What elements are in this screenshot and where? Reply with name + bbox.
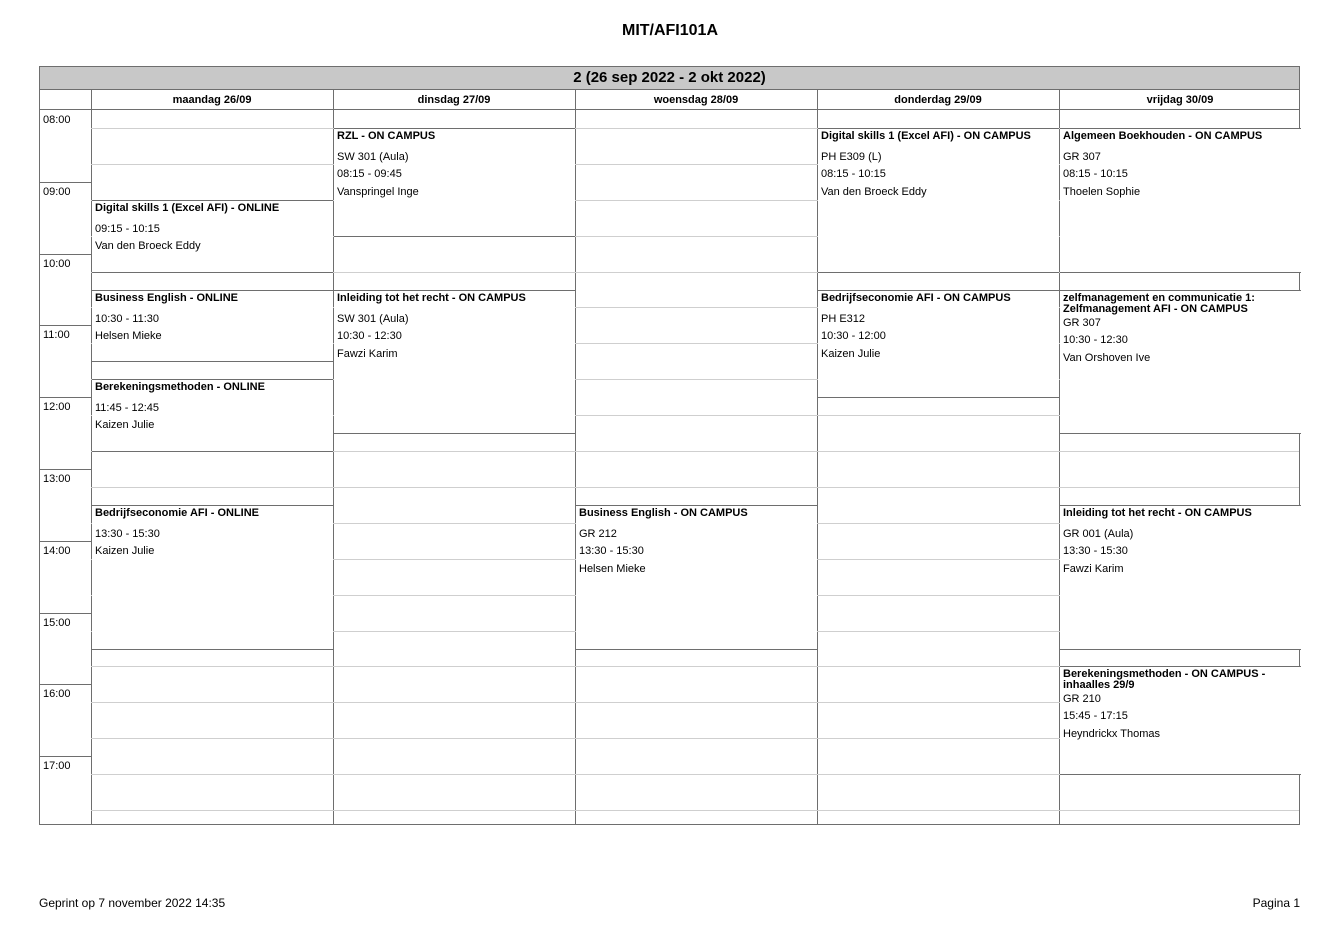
course-event[interactable]	[1060, 290, 1301, 434]
event-detail: Helsen Mieke	[579, 563, 646, 575]
event-detail: Kaizen Julie	[95, 419, 155, 431]
event-detail: 10:30 - 12:30	[337, 330, 402, 342]
event-detail: Heyndrickx Thomas	[1063, 728, 1160, 740]
hour-divider	[40, 182, 91, 183]
time-label: 09:00	[43, 186, 71, 198]
event-detail: SW 301 (Aula)	[337, 151, 409, 163]
page-title: MIT/AFI101A	[621, 22, 718, 39]
event-detail: 08:15 - 10:15	[821, 168, 886, 180]
event-detail: 10:30 - 12:00	[821, 330, 886, 342]
day-header: vrijdag 30/09	[1146, 94, 1214, 106]
event-detail: Thoelen Sophie	[1063, 186, 1141, 198]
time-label: 08:00	[43, 114, 71, 126]
event-detail: PH E312	[821, 313, 866, 325]
course-event[interactable]	[818, 290, 1059, 398]
event-detail: Helsen Mieke	[95, 330, 162, 342]
time-label: 12:00	[43, 401, 71, 413]
event-detail: GR 212	[579, 528, 617, 540]
event-title: Digital skills 1 (Excel AFI) - ON CAMPUS	[821, 130, 1031, 142]
event-detail: 08:15 - 10:15	[1063, 168, 1128, 180]
schedule-grid	[39, 66, 1300, 825]
page-number: Pagina 1	[1252, 896, 1300, 910]
event-detail: GR 001 (Aula)	[1063, 528, 1134, 540]
course-event[interactable]	[1060, 666, 1301, 775]
course-event[interactable]	[334, 128, 575, 237]
event-detail: Van den Broeck Eddy	[821, 186, 927, 198]
hour-divider	[40, 541, 91, 542]
event-detail: PH E309 (L)	[821, 151, 882, 163]
event-detail: 08:15 - 09:45	[337, 168, 402, 180]
course-event[interactable]	[92, 200, 333, 273]
hour-divider	[40, 254, 91, 255]
course-event[interactable]	[1060, 128, 1301, 273]
event-title: Bedrijfseconomie AFI - ON CAMPUS	[821, 292, 1011, 304]
event-title: Digital skills 1 (Excel AFI) - ONLINE	[95, 202, 280, 214]
event-title: Business English - ONLINE	[95, 292, 239, 304]
day-header: woensdag 28/09	[653, 94, 739, 106]
course-event[interactable]	[92, 379, 333, 452]
event-detail: Vanspringel Inge	[337, 186, 419, 198]
event-detail: SW 301 (Aula)	[337, 313, 409, 325]
event-title: Inleiding tot het recht - ON CAMPUS	[337, 292, 526, 304]
week-label: 2 (26 sep 2022 - 2 okt 2022)	[40, 67, 1299, 90]
hour-divider	[40, 469, 91, 470]
event-detail: Fawzi Karim	[1063, 563, 1124, 575]
event-detail: 15:45 - 17:15	[1063, 710, 1128, 722]
day-header: dinsdag 27/09	[417, 94, 491, 106]
event-detail: 13:30 - 15:30	[1063, 545, 1128, 557]
event-detail: Van den Broeck Eddy	[95, 240, 201, 252]
event-detail: Kaizen Julie	[821, 348, 881, 360]
event-detail: 13:30 - 15:30	[95, 528, 160, 540]
hour-divider	[40, 397, 91, 398]
slot-gridline	[91, 487, 1299, 488]
time-label: 10:00	[43, 258, 71, 270]
time-label: 17:00	[43, 760, 71, 772]
course-event[interactable]	[1060, 505, 1301, 650]
course-event[interactable]	[92, 290, 333, 362]
day-header: donderdag 29/09	[894, 94, 982, 106]
printed-timestamp: Geprint op 7 november 2022 14:35	[39, 896, 226, 910]
time-label: 16:00	[43, 688, 71, 700]
event-detail: 09:15 - 10:15	[95, 223, 160, 235]
event-detail: Kaizen Julie	[95, 545, 155, 557]
event-title: Business English - ON CAMPUS	[579, 507, 748, 519]
time-label: 13:00	[43, 473, 71, 485]
event-title: Berekeningsmethoden - ON CAMPUS - inhaalles 29/9	[1063, 668, 1266, 691]
event-detail: 13:30 - 15:30	[579, 545, 644, 557]
time-label: 11:00	[43, 329, 70, 341]
slot-gridline	[91, 810, 1299, 811]
day-header-row	[40, 90, 1299, 110]
event-title: Bedrijfseconomie AFI - ONLINE	[95, 507, 260, 519]
event-detail: 11:45 - 12:45	[95, 402, 160, 414]
event-detail: GR 210	[1063, 693, 1101, 705]
time-label: 15:00	[43, 617, 71, 629]
event-title: Inleiding tot het recht - ON CAMPUS	[1063, 507, 1252, 519]
hour-divider	[40, 684, 91, 685]
event-title: Berekeningsmethoden - ONLINE	[95, 381, 265, 393]
course-event[interactable]	[576, 505, 817, 650]
time-label: 14:00	[43, 545, 71, 557]
event-detail: GR 307	[1063, 317, 1101, 329]
event-title: RZL - ON CAMPUS	[337, 130, 436, 142]
event-detail: Fawzi Karim	[337, 348, 398, 360]
event-title: Algemeen Boekhouden - ON CAMPUS	[1063, 130, 1263, 142]
event-detail: 10:30 - 12:30	[1063, 334, 1128, 346]
course-event[interactable]	[818, 128, 1059, 273]
hour-divider	[40, 613, 91, 614]
hour-divider	[40, 756, 91, 757]
event-title: zelfmanagement en communicatie 1: Zelfmanagement AFI - ON CAMPUS	[1063, 292, 1255, 315]
event-detail: Van Orshoven Ive	[1063, 352, 1151, 364]
hour-divider	[40, 325, 91, 326]
course-event[interactable]	[334, 290, 575, 434]
event-detail: GR 307	[1063, 151, 1101, 163]
event-detail: 10:30 - 11:30	[95, 313, 160, 325]
course-event[interactable]	[92, 505, 333, 650]
day-header: maandag 26/09	[172, 94, 252, 106]
